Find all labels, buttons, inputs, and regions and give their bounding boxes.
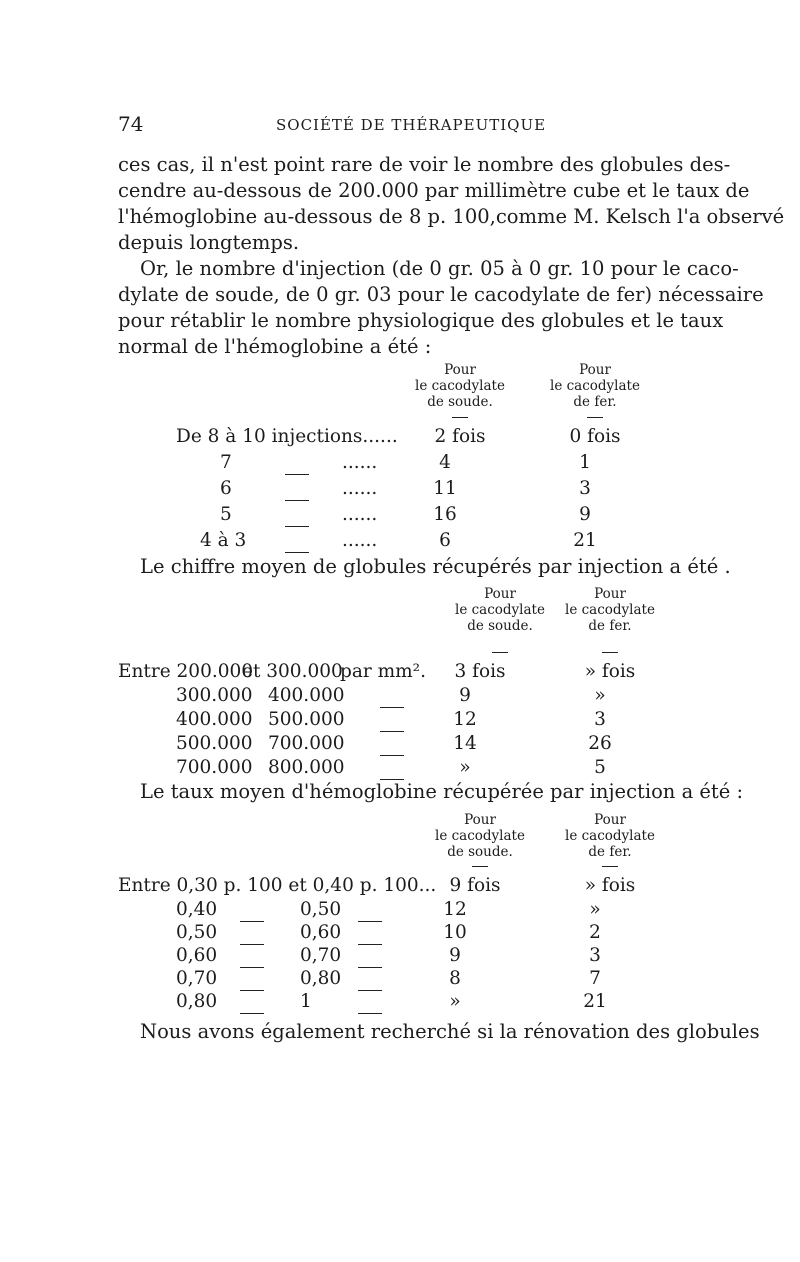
table-cell-soude: 9 (459, 685, 471, 706)
table-cell-fer: 5 (594, 757, 606, 778)
table-row-from: 0,80 (176, 991, 218, 1012)
column-rule (492, 652, 508, 653)
table-row-to: 0,70 (300, 945, 342, 966)
table-row-to: 700.000 (268, 733, 345, 754)
table-row-label: Entre 0,30 p. 100 et 0,40 p. 100... (118, 875, 437, 896)
text-line: ces cas, il n'est point rare de voir le nombre des globules des- (118, 153, 731, 176)
table-cell-fer: » (589, 899, 601, 920)
table-row-label: 5 (220, 504, 232, 525)
table-cell-soude: 16 (433, 504, 457, 525)
table-row-to: 400.000 (268, 685, 345, 706)
column-header-fer: Pour le cacodylate de fer. (565, 812, 655, 860)
text-line: pour rétablir le nombre physiologique des globules et le taux (118, 309, 724, 332)
table-cell-soude: 6 (439, 530, 451, 551)
column-header-soude: Pour le cacodylate de soude. (415, 362, 505, 410)
dash-mark (380, 707, 404, 708)
page-number: 74 (118, 112, 144, 136)
table-leader: ...... (342, 530, 378, 551)
table-cell-soude: 11 (433, 478, 457, 499)
table-leader: ...... (342, 452, 378, 473)
table-row-from: 0,50 (176, 922, 218, 943)
table-row-label: 4 à 3 (200, 530, 247, 551)
column-rule (587, 417, 603, 418)
table-cell-soude: 9 (449, 945, 461, 966)
dash-mark (240, 967, 264, 968)
table-row-to: 800.000 (268, 757, 345, 778)
dash-mark (240, 921, 264, 922)
table-cell-soude: 2 fois (434, 426, 486, 447)
table-row-from: 500.000 (176, 733, 253, 754)
dash-mark (358, 967, 382, 968)
table-cell-fer: 21 (583, 991, 607, 1012)
table-row-from: 700.000 (176, 757, 253, 778)
text-line: depuis longtemps. (118, 231, 300, 254)
table-cell-fer: 2 (589, 922, 601, 943)
paragraph-4: Le taux moyen d'hémoglobine récupérée par injection a été : (140, 780, 744, 803)
column-header-soude: Pour le cacodylate de soude. (455, 586, 545, 634)
table-cell-fer: 3 (579, 478, 591, 499)
dash-mark (240, 990, 264, 991)
text-line: Or, le nombre d'injection (de 0 gr. 05 à 0 gr. 10 pour le caco- (140, 257, 739, 280)
table-cell-fer: 26 (588, 733, 612, 754)
table-cell-soude: 4 (439, 452, 451, 473)
table-leader: ...... (342, 478, 378, 499)
table-row-from: 400.000 (176, 709, 253, 730)
text-line: normal de l'hémoglobine a été : (118, 335, 432, 358)
table-row-label: De 8 à 10 injections...... (176, 426, 398, 447)
table-cell-soude: 3 fois (454, 661, 506, 682)
text-line: cendre au-dessous de 200.000 par millimètre cube et le taux de (118, 179, 750, 202)
table-cell-fer: 21 (573, 530, 597, 551)
table-row-to: 500.000 (268, 709, 345, 730)
table-leader: ...... (342, 504, 378, 525)
column-header-soude: Pour le cacodylate de soude. (435, 812, 525, 860)
table-row-to: 0,80 (300, 968, 342, 989)
running-title: SOCIÉTÉ DE THÉRAPEUTIQUE (276, 116, 547, 134)
dash-mark (358, 990, 382, 991)
table-row-label: 7 (220, 452, 232, 473)
table-row-from: Entre 200.000 (118, 661, 254, 682)
dash-mark (380, 731, 404, 732)
table-row-from: 0,70 (176, 968, 218, 989)
column-rule (472, 866, 488, 867)
dash-mark (285, 500, 309, 501)
table-row-unit: par mm². (340, 661, 426, 682)
table-row-to: 0,60 (300, 922, 342, 943)
column-header-fer: Pour le cacodylate de fer. (565, 586, 655, 634)
column-rule (602, 866, 618, 867)
table-row-label: 6 (220, 478, 232, 499)
table-cell-soude: » (449, 991, 461, 1012)
table-cell-soude: 12 (453, 709, 477, 730)
table-cell-soude: 9 fois (449, 875, 501, 896)
dash-mark (285, 474, 309, 475)
table-row-to: et 300.000 (242, 661, 343, 682)
column-rule (602, 652, 618, 653)
text-line: dylate de soude, de 0 gr. 03 pour le cacodylate de fer) nécessaire (118, 283, 764, 306)
dash-mark (285, 552, 309, 553)
dash-mark (240, 1013, 264, 1014)
table-cell-fer: » fois (584, 875, 636, 896)
table-cell-fer: 3 (589, 945, 601, 966)
table-row-to: 0,50 (300, 899, 342, 920)
table-row-to: 1 (300, 991, 312, 1012)
table-cell-fer: 7 (589, 968, 601, 989)
dash-mark (358, 1013, 382, 1014)
table-cell-fer: 9 (579, 504, 591, 525)
table-cell-fer: » fois (584, 661, 636, 682)
dash-mark (358, 944, 382, 945)
table-cell-soude: » (459, 757, 471, 778)
table-cell-fer: 3 (594, 709, 606, 730)
dash-mark (240, 944, 264, 945)
paragraph-3: Le chiffre moyen de globules récupérés par injection a été . (140, 555, 731, 578)
paragraph-5: Nous avons également recherché si la rénovation des globules (140, 1020, 760, 1043)
dash-mark (380, 755, 404, 756)
table-cell-fer: 1 (579, 452, 591, 473)
paragraph-2 (118, 256, 764, 360)
table-row-from: 300.000 (176, 685, 253, 706)
paragraph-1 (118, 152, 785, 256)
table-cell-fer: » (594, 685, 606, 706)
dash-mark (285, 526, 309, 527)
column-header-fer: Pour le cacodylate de fer. (550, 362, 640, 410)
text-line: l'hémoglobine au-dessous de 8 p. 100,comme M. Kelsch l'a observé (118, 205, 785, 228)
column-rule (452, 417, 468, 418)
table-row-from: 0,60 (176, 945, 218, 966)
table-row-from: 0,40 (176, 899, 218, 920)
table-cell-soude: 10 (443, 922, 467, 943)
table-cell-soude: 14 (453, 733, 477, 754)
table-cell-soude: 8 (449, 968, 461, 989)
table-cell-soude: 12 (443, 899, 467, 920)
table-cell-fer: 0 fois (569, 426, 621, 447)
dash-mark (358, 921, 382, 922)
